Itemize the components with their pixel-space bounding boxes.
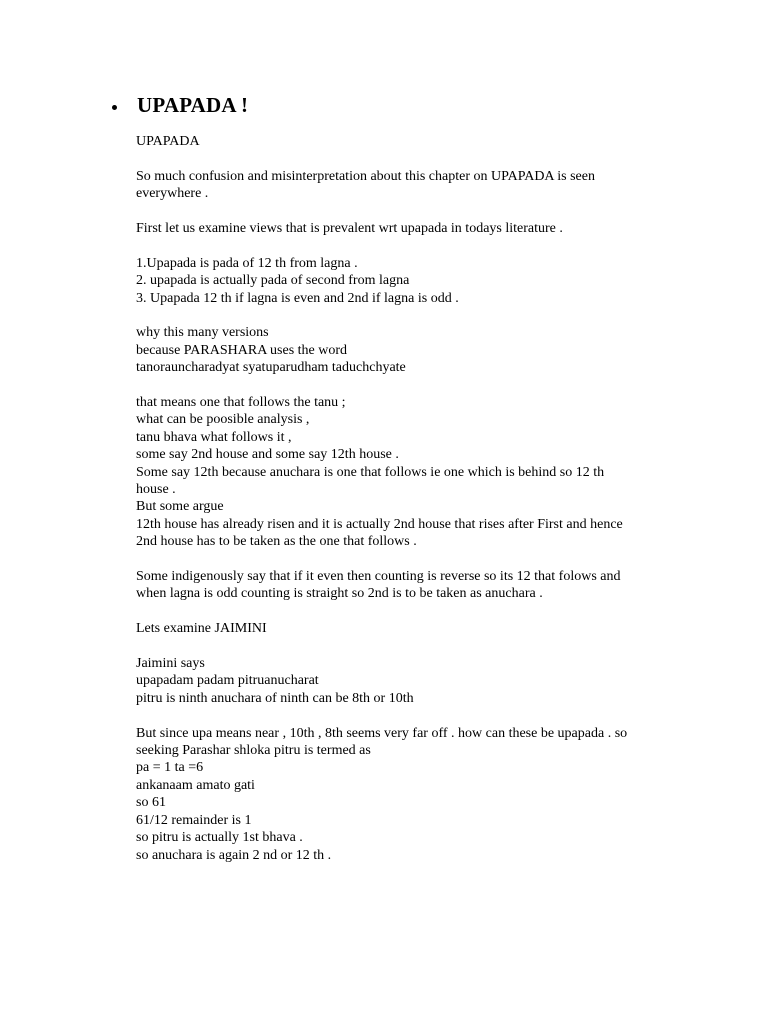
paragraph	[136, 324, 676, 376]
text-line: why this many versions	[136, 325, 269, 341]
text-line: 12th house has already risen and it is actually 2nd house that rises after First and hence	[136, 516, 623, 532]
text-line: upapadam padam pitruanucharat	[136, 673, 319, 689]
text-line: Lets examine JAIMINI	[136, 621, 267, 637]
text-line: 2nd house has to be taken as the one that follows .	[136, 534, 417, 550]
paragraph	[136, 220, 676, 237]
text-line: 1.Upapada is pada of 12 th from lagna .	[136, 255, 358, 271]
paragraph	[136, 394, 676, 551]
text-line: But since upa means near , 10th , 8th seems very far off . how can these be upapada . so	[136, 725, 628, 741]
text-line: pa = 1 ta =6	[136, 760, 204, 776]
paragraph	[136, 133, 676, 150]
paragraph	[136, 725, 676, 864]
text-line: everywhere .	[136, 186, 209, 202]
paragraph	[136, 568, 676, 603]
page-title: UPAPADA !	[137, 92, 249, 117]
text-line: UPAPADA	[136, 134, 200, 149]
text-line: some say 2nd house and some say 12th house .	[136, 447, 399, 463]
text-line: seeking Parashar shloka pitru is termed as	[136, 743, 371, 759]
text-line: tanu bhava what follows it ,	[136, 429, 292, 445]
paragraph	[136, 255, 676, 307]
text-line: because PARASHARA uses the word	[136, 342, 348, 358]
text-line: First let us examine views that is prevalent wrt upapada in todays literature .	[136, 221, 563, 236]
text-line: Some indigenously say that if it even then counting is reverse so its 12 that folows and	[136, 569, 621, 585]
text-line: Jaimini says	[136, 656, 205, 672]
text-line: that means one that follows the tanu ;	[136, 395, 346, 411]
text-line: Some say 12th because anuchara is one that follows ie one which is behind so 12 th	[136, 464, 605, 480]
text-line: what can be poosible analysis ,	[136, 412, 310, 428]
text-line: pitru is ninth anuchara of ninth can be 8th or 10th	[136, 690, 414, 706]
text-line: so 61	[136, 795, 166, 811]
text-line: so pitru is actually 1st bhava .	[136, 830, 303, 846]
text-line: But some argue	[136, 499, 224, 515]
paragraph	[136, 620, 676, 637]
text-line: So much confusion and misinterpretation about this chapter on UPAPADA is seen	[136, 168, 595, 184]
heading-row	[112, 92, 248, 118]
text-line: when lagna is odd counting is straight so 2nd is to be taken as anuchara .	[136, 586, 543, 602]
text-line: ankanaam amato gati	[136, 777, 255, 793]
paragraph	[136, 655, 676, 707]
bullet-icon	[112, 105, 117, 110]
text-line: so anuchara is again 2 nd or 12 th .	[136, 847, 332, 863]
text-line: 2. upapada is actually pada of second from lagna	[136, 273, 410, 289]
document-body	[136, 133, 676, 881]
text-line: 3. Upapada 12 th if lagna is even and 2nd if lagna is odd .	[136, 290, 459, 306]
text-line: house .	[136, 482, 176, 498]
text-line: 61/12 remainder is 1	[136, 812, 252, 828]
paragraph	[136, 168, 676, 203]
text-line: tanorauncharadyat syatuparudham taduchchyate	[136, 360, 406, 376]
